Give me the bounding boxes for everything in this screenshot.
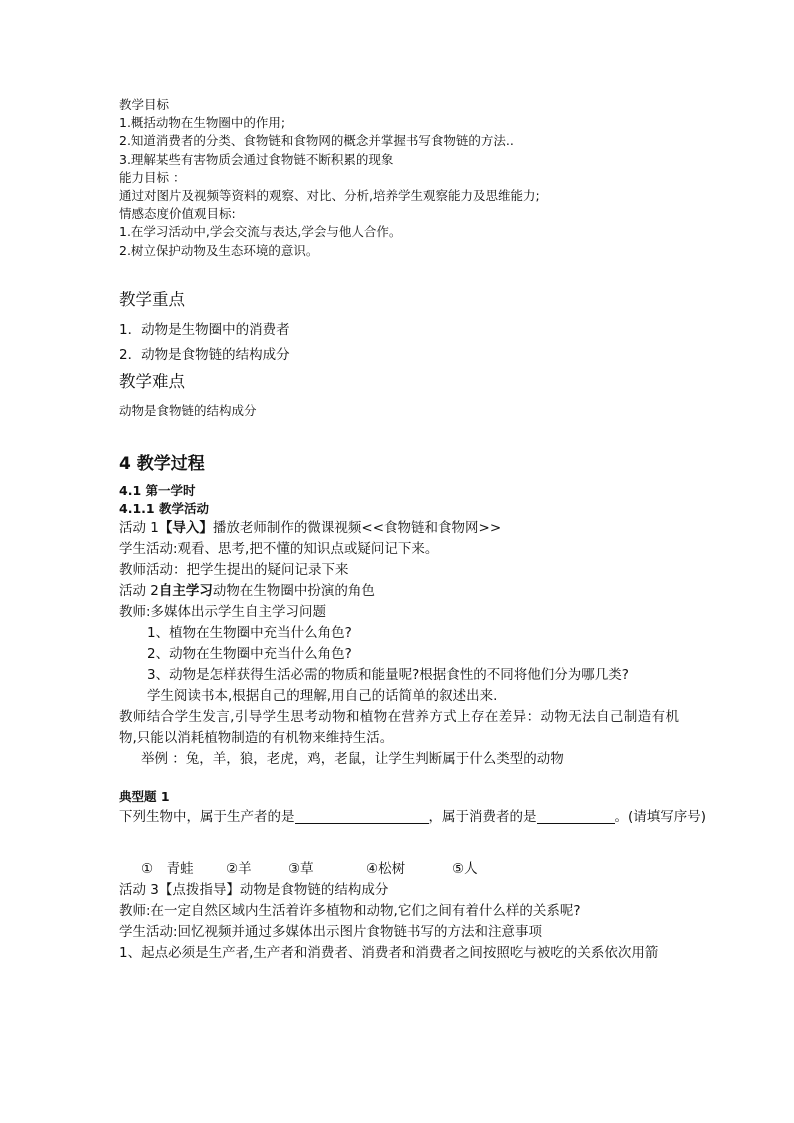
activity-3-text: 动物是食物链的结构成分 [239,881,389,898]
activity-3-teacher: 教师:在一定自然区域内生活着许多植物和动物,它们之间有着什么样的关系呢? [119,902,581,919]
activity-2 [119,581,679,602]
activity-2-prefix: 活动 2 [119,583,159,600]
consumer-blank[interactable] [537,809,615,824]
exercise-title: 典型题 1 [119,789,170,805]
objective-item: 2.知道消费者的分类、食物链和食物网的概念并掌握书写食物链的方法.. [119,133,514,149]
activity-1-tag: 【导入】 [158,520,213,537]
emotion-item: 1.在学习活动中,学会交流与表达,学会与他人合作。 [119,224,402,240]
question-item: 3、动物是怎样获得生活必需的物质和能量呢?根据食性的不同将他们分为哪几类? [147,667,629,684]
activity-2-teacher: 教师:多媒体出示学生自主学习问题 [119,604,327,621]
difficulty-title: 教学难点 [119,371,185,391]
activity-heading: 4.1.1 教学活动 [119,501,209,517]
summary-text: 教师结合学生发言,引导学生思考动物和植物在营养方式上存在差异：动物无法自己制造有机物,只能以消耗植物制造的有机物来维持生活。 [119,709,679,747]
difficulty-text: 动物是食物链的结构成分 [119,402,257,418]
activity-3-tag: 【点拨指导】 [158,881,240,898]
document-page [119,96,707,964]
activity-1-student: 学生活动:观看、思考,把不懂的知识点或疑问记下来。 [119,541,439,558]
activity-1 [119,518,679,539]
exercise-q-part1: 下列生物中，属于生产者的是 [119,808,295,825]
key-points-title: 教学重点 [119,289,185,309]
exercise-question [119,807,707,828]
activity-2-tag: 自主学习 [158,583,213,600]
option-item: ⑤人 [452,860,478,877]
process-title: 4 教学过程 [119,454,205,475]
option-item: ④松树 [366,860,406,877]
option-item: ③草 [288,860,314,877]
ability-text: 通过对图片及视频等资料的观察、对比、分析,培养学生观察能力及思维能力; [119,188,540,204]
producer-blank[interactable] [295,809,429,824]
emotion-item: 2.树立保护动物及生态环境的意识。 [119,242,319,258]
reading-text: 学生阅读书本,根据自己的理解,用自己的话简单的叙述出来. [147,688,498,705]
key-point-item: 1．动物是生物圈中的消费者 [119,321,290,338]
key-point-item: 2．动物是食物链的结构成分 [119,346,290,363]
activity-1-prefix: 活动 1 [119,520,159,537]
activity-3-prefix: 活动 3 [119,881,159,898]
question-item: 1、植物在生物圈中充当什么角色? [147,625,352,642]
objective-item: 3.理解某些有害物质会通过食物链不断积累的现象 [119,151,394,167]
activity-1-text: 播放老师制作的微课视频<<食物链和食物网>> [212,520,502,537]
exercise-q-part3: 。(请填写序号) [614,808,707,825]
activity-3-student: 学生活动:回忆视频并通过多媒体出示图片食物链书写的方法和注意事项 [119,923,543,940]
objective-item: 1.概括动物在生物圈中的作用; [119,115,286,131]
activity-3 [119,880,679,901]
emotion-title: 情感态度价值观目标: [119,206,236,222]
ability-title: 能力目标 ： [119,169,186,185]
exercise-q-part2: ，属于消费者的是 [428,808,537,825]
question-item: 2、动物在生物圈中充当什么角色? [147,646,352,663]
exercise-options [119,859,679,880]
objectives-title: 教学目标 [119,97,170,112]
activity-3-point-1: 1、起点必须是生产者,生产者和消费者、消费者和消费者之间按照吃与被吃的关系依次用箭 [119,944,659,961]
activity-1-teacher: 教师活动：把学生提出的疑问记录下来 [119,562,349,579]
option-item: ②羊 [226,860,252,877]
lesson-heading: 4.1 第一学时 [119,483,196,499]
example-text: 举例 ：兔，羊，狼，老虎，鸡，老鼠，让学生判断属于什么类型的动物 [141,751,564,768]
option-item: ① 青蛙 [141,860,194,877]
activity-2-text: 动物在生物圈中扮演的角色 [212,583,375,600]
